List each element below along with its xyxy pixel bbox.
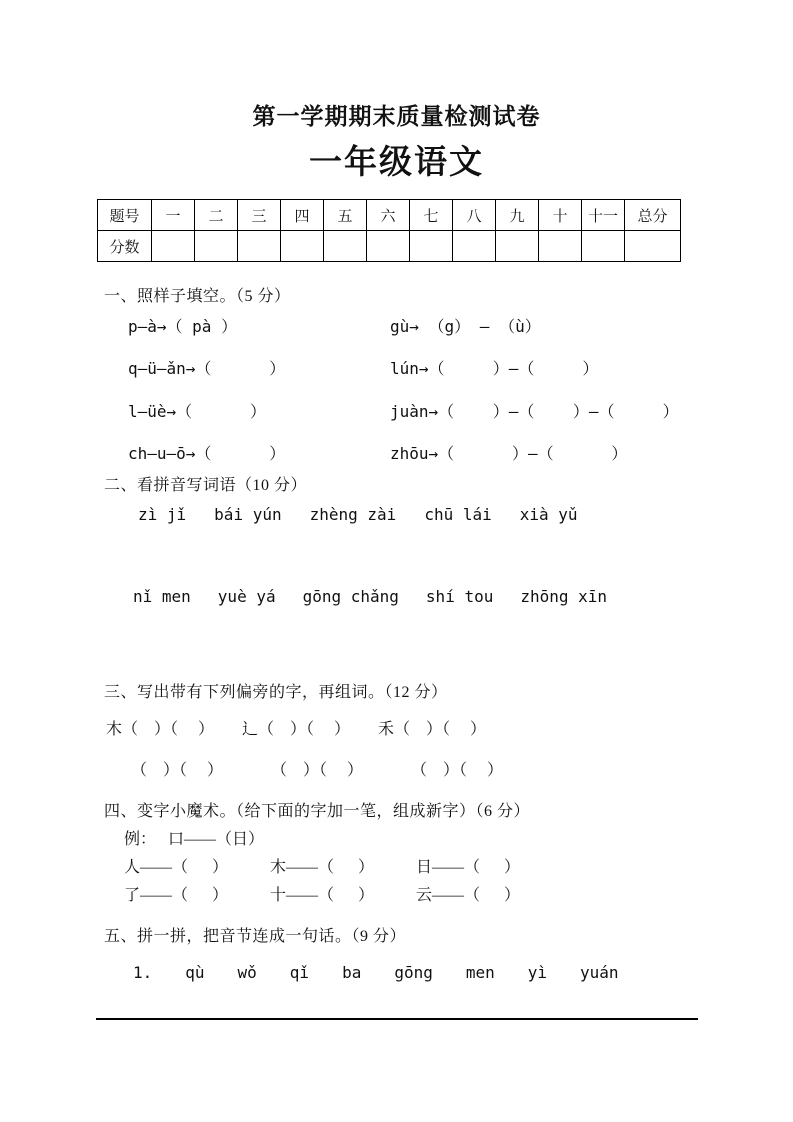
score-table-header-cell: 一 xyxy=(152,200,195,231)
section1-row1-right: gù→ （g） — （ù） xyxy=(390,317,541,336)
paper-title: 第一学期期末质量检测试卷 xyxy=(252,104,541,129)
score-empty-cell xyxy=(281,231,324,262)
section1-row1-left: p—à→（ pà ） xyxy=(128,317,238,336)
pinyin-word: nǐ men xyxy=(133,587,191,606)
score-empty-cell xyxy=(410,231,453,262)
syllable: wǒ xyxy=(237,963,257,982)
score-empty-cell xyxy=(152,231,195,262)
pinyin-word: gōng chǎng xyxy=(302,587,399,606)
section4-heading: 四、变字小魔术。（给下面的字加一笔，组成新字）（6 分） xyxy=(104,803,531,820)
pinyin-word: zì jǐ xyxy=(138,505,187,524)
score-empty-cell xyxy=(625,231,681,262)
section3-radical-row xyxy=(106,716,486,739)
score-table-header-cell: 八 xyxy=(453,200,496,231)
pinyin-word: chū lái xyxy=(424,505,492,524)
score-table-header-cell: 二 xyxy=(195,200,238,231)
section1-row4-right: zhōu→（ ）—（ ） xyxy=(390,444,628,463)
section1-row4-left: ch—u—ō→（ ） xyxy=(128,444,286,463)
section1-row2-left: q—ü—ǎn→（ ） xyxy=(128,359,286,378)
score-table-header-cell: 题号 xyxy=(98,200,152,231)
pinyin-word: zhōng xīn xyxy=(520,587,608,606)
score-table-header-cell: 四 xyxy=(281,200,324,231)
radical-blank-group: 辶（ ）（ ） xyxy=(242,721,351,738)
radical-blank-group: 禾（ ）（ ） xyxy=(378,721,487,738)
score-table xyxy=(97,199,681,262)
blank-group: （ ）（ ） xyxy=(271,762,364,779)
char-transform-item: 了——（ ） xyxy=(124,887,229,904)
section3-blank-row xyxy=(131,757,503,780)
score-table-header-cell: 六 xyxy=(367,200,410,231)
section4-row1 xyxy=(124,854,520,877)
score-empty-cell xyxy=(539,231,582,262)
score-table-header-cell: 五 xyxy=(324,200,367,231)
section4-row2 xyxy=(124,882,520,905)
score-table-header-cell: 七 xyxy=(410,200,453,231)
score-table-score-row xyxy=(98,231,681,262)
score-empty-cell xyxy=(238,231,281,262)
section2-pinyin-row2 xyxy=(133,587,607,606)
char-transform-item: 木——（ ） xyxy=(270,859,375,876)
char-transform-item: 十——（ ） xyxy=(270,887,375,904)
syllable: yì xyxy=(527,963,548,982)
score-table-header-cell: 九 xyxy=(496,200,539,231)
char-transform-item: 云——（ ） xyxy=(416,887,521,904)
score-table-header-cell: 三 xyxy=(238,200,281,231)
section5-syllable-row xyxy=(133,963,619,982)
score-empty-cell xyxy=(324,231,367,262)
score-empty-cell xyxy=(367,231,410,262)
section5-heading: 五、拼一拼，把音节连成一句话。（9 分） xyxy=(104,928,407,945)
section1-heading: 一、照样子填空。（5 分） xyxy=(104,288,291,305)
pinyin-word: zhèng zài xyxy=(309,505,397,524)
score-row-label-cell: 分数 xyxy=(98,231,152,262)
syllable: qù xyxy=(185,963,205,982)
pinyin-word: yuè yá xyxy=(217,587,276,606)
pinyin-word: xià yǔ xyxy=(519,505,578,524)
paper-subtitle: 一年级语文 xyxy=(309,143,484,180)
pinyin-word: shí tou xyxy=(425,587,494,606)
char-transform-item: 日——（ ） xyxy=(416,859,521,876)
section1-row2-right: lún→（ ）—（ ） xyxy=(390,359,599,378)
score-empty-cell xyxy=(496,231,539,262)
blank-group: （ ）（ ） xyxy=(411,762,504,779)
section1-row3-left: l—üè→（ ） xyxy=(128,402,266,421)
item-number: 1. xyxy=(133,963,153,982)
score-table-header-cell: 总分 xyxy=(625,200,681,231)
blank-group: （ ）（ ） xyxy=(131,762,224,779)
score-empty-cell xyxy=(453,231,496,262)
pinyin-word: bái yún xyxy=(214,505,282,524)
section2-heading: 二、看拼音写词语（10 分） xyxy=(104,477,308,494)
syllable: ba xyxy=(342,963,362,982)
syllable: yuán xyxy=(580,963,619,982)
footer-divider-line xyxy=(96,1018,698,1020)
section3-heading: 三、写出带有下列偏旁的字，再组词。（12 分） xyxy=(104,684,448,701)
syllable: gōng xyxy=(394,963,433,982)
section1-row3-right: juàn→（ ）—（ ）—（ ） xyxy=(390,402,679,421)
score-table-header-row xyxy=(98,200,681,231)
score-table-header-cell: 十一 xyxy=(582,200,625,231)
syllable: qǐ xyxy=(289,963,310,982)
char-transform-item: 人——（ ） xyxy=(124,859,229,876)
score-empty-cell xyxy=(582,231,625,262)
score-empty-cell xyxy=(195,231,238,262)
section2-pinyin-row1 xyxy=(138,505,578,524)
radical-blank-group: 木（ ）（ ） xyxy=(106,721,215,738)
syllable: men xyxy=(465,963,495,982)
score-table-header-cell: 十 xyxy=(539,200,582,231)
section4-example: 例： 口——（日） xyxy=(124,831,265,848)
